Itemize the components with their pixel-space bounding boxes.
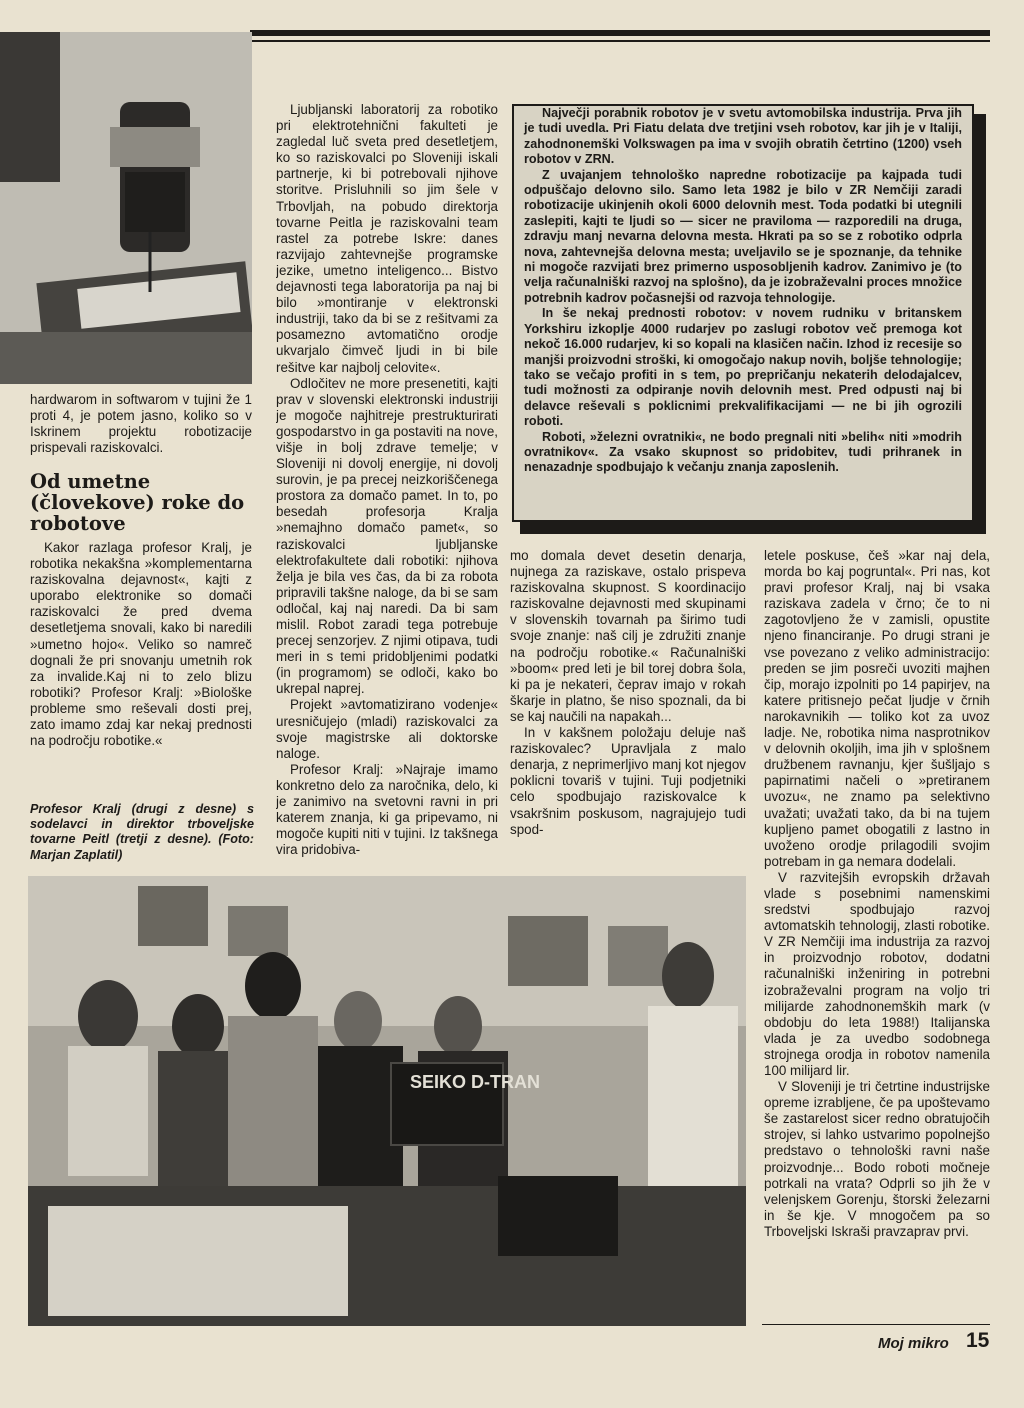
col2-text xyxy=(276,102,498,866)
col2-para-1: Ljubljanski laboratorij za robotiko pri elektrotehnični fakulteti je zagledal luč sveta pred desetletjem, ko so raziskovalci po Sloveniji iskali partnerje, ki bi potrebovali njihove storitve. Prisluhnili so jim šele v Trbovljah, na pobudo direktorja tovarne Peitla je raziskovalni team rastel za potrebe Iskre: danes razvijajo zahtevnejše programske jezike, umetno inteligenco... Bistvo dejavnosti tega laboratorija pa naj bi bilo »montiranje v elektronski industriji, tako da bi se z rešitvami za posamezno avtomatično orodje ukvarjalo čimveč ljudi in bi bile rešitve kar najbolj celovite«. xyxy=(276,102,498,375)
section-heading: Od umetne (človekove) roke do robotove xyxy=(30,470,245,535)
seiko-label: SEIKO D-TRAN xyxy=(410,1072,540,1092)
col3-para-1: mo domala devet desetin denarja, nujnega za raziskave, ostalo prispeva raziskovalna skupnost. S koordinacijo raziskovalne dejavnosti med skupinami v slovenskih tovarnah pa širimo tudi svoje znanje: naš cilj je združiti znanje na področju robotike.« Računalniški »boom« pred leti je bil torej dobra šola, ki pa je nekateri, čeprav imajo v rokah škarje in platno, še niso spoznali, da bi se kaj naučili na napakah... xyxy=(510,548,746,724)
top-rule xyxy=(250,30,990,36)
robot-photo xyxy=(0,32,252,384)
lab-scene-icon xyxy=(28,876,746,1326)
col4-para-1: letele poskuse, češ »kar naj dela, morda bo kaj pogruntal«. Pri nas, kot pravi profesor Kralj, naj bi vsaka raziskava zadela v črno; če to ni zagotovljeno že v zamisli, opustite njeno financiranje. Po drugi strani je vse povezano z veliko administracijo: preden se jim posreči uvoziti majhen čip, morajo izpolniti po 14 papirjev, na katere pritisnejo pečat ljudje v črnih narokavnikih — toliko kot za uvoz ladje. Ne, robotika nima nasprotnikov v delovnih okoljih, ima jih v splošnem družbenem ravnanju, kjer šušljajo s papirnatimi načeli o »pretiranem uvozu«, ne znamo pa selektivno uvažati; uvažati tako, da bi na tujem kupljeno pamet obogatili z lastno in uvoženo orodje prilagodili svojim potrebam in ga nemara dodelali. xyxy=(764,548,990,869)
box-para-3: In še nekaj prednosti robotov: v novem rudniku v britanskem Yorkshiru izkoplje 4000 rudarjev po zaslugi robotov več premoga kot nekoč 16.000 rudarjev, ki so kopali na klasičen način. Izhod iz recesije so manjši proizvodni stroški, ki omogočajo nakup novih, boljše tehnologije; tako se večajo profiti in s tem, po prepričanju nekaterih delodajalcev, tudi možnosti za odpiranje novih delovnih mest. Pred odpusti naj bi delavce reševali s poklicnimi prekvalifikacijami — ne bi jih ogrozili roboti. xyxy=(524,306,962,429)
col1-para-2: Kakor razlaga profesor Kralj, je robotika nekakšna »komplementarna raziskovalna dejavnost«, kajti z uporabo elektronike so domači raziskovalci že pred dvema desetletjema snovali, kako bi naredili »umetno hojo«. Veliko so namreč dognali že pri snovanju umetnih rok za invalide.Kaj ni to zelo blizu robotiki? Profesor Kralj: »Biološke probleme smo reševali dosti prej, zato imamo zdaj kar nekaj prednosti na področju robotike.« xyxy=(30,540,252,749)
page-number: 15 xyxy=(966,1329,990,1352)
col4-para-2: V razvitejših evropskih državah vlade s posebnimi namenskimi sredstvi spodbujajo razvoj avtomatskih tehnologij, zlasti robotike. V ZR Nemčiji ima industrija za razvoj in proizvodnjo robotov, dodatni računalniški inženiring in potrebni izobraževalni program na voljo tri milijarde zahodnonemških mark (v obdobju do leta 1988!) Italijanska vlada je za uvedbo sodobnega strojnega orodja in robotov namenila 100 milijard lir. xyxy=(764,869,990,1078)
col2-para-2: Odločitev ne more presenetiti, kajti prav v slovenski elektronski industriji je mogoče najhitreje prestrukturirati gospodarstvo in ga postaviti na nove, višje in bolj zdrave temelje; v Sloveniji ni dovolj energije, ni dovolj surovin, je pa precej neizkoriščenega prostora za domačo pamet. In to, po besedah profesorja Kralja »nemajhno domačo pamet«, so raziskovalci ljubljanske elektrofakultete dali robotiki: njihova želja je bila ves čas, da bi za robota pripravili takšne naloge, da bi se sam odločal, kaj naj naredi. Da bi sam mislil. Robot zaradi tega potrebuje precej senzorjev. Z njimi otipava, tudi meri in s temi pridobljenimi podatki (in programom) se odloči, kako bo ukrepal naprej. xyxy=(276,375,498,697)
box-para-1: Največji porabnik robotov je v svetu avtomobilska industrija. Prva jih je tudi uvedla. Pri Fiatu delata dve tretjini vseh robotov, kar jih je v Italiji, zahodnonemški Volkswagen pa ima v svojih obratih četrtino (1200) vseh robotov v ZRN. xyxy=(524,106,962,167)
col1-para-1: hardwarom in softwarom v tujini že 1 proti 4, je potem jasno, koliko so v Iskrinem projektu robotizacije prispevali raziskovalci. xyxy=(30,392,252,456)
top-rule-thin xyxy=(250,40,990,42)
col3-para-2: In v kakšnem položaju deluje naš raziskovalec? Upravljala z malo denarja, z neprimerljivo manj kot njegov poklicni tovariš v tujini. Tuji podjetniki celo spodbujajo raziskovalce k vsakršnim poskusom, nagrajujejo tudi spod- xyxy=(510,725,746,837)
robot-illustration-icon xyxy=(0,32,252,384)
col2-para-3: Projekt »avtomatizirano vodenje« uresničujejo (mladi) raziskovalci za svoje magistrske ali doktorske naloge. xyxy=(276,697,498,761)
magazine-name: Moj mikro xyxy=(878,1335,949,1352)
box-para-4: Roboti, »železni ovratniki«, ne bodo pregnali niti »belih« niti »modrih ovratnikov«. Za vsako skupnost so pridobitev, tudi prihranek in nenazadnje spodbujajo k večanju znanja zaposlenih. xyxy=(524,429,962,475)
sidebar-box xyxy=(512,104,974,522)
col1-text xyxy=(30,392,252,456)
box-para-2: Z uvajanjem tehnološko napredne robotizacije pa kajpada tudi odpuščajo delovno silo. Samo leta 1982 je bilo v ZR Nemčiji zaradi robotizacije ukinjenih okoli 6000 delovnih mest. Toda podatki bi utegnili zaslepiti, kajti te ljudi so — sicer ne praviloma — razporedili na druga, zdravju manj nevarna delovna mesta. Hkrati pa so se z robotiko odprla nova, zahtevnejša delovna mesta; uveljavilo se je spoznanje, da tehnike ni mogoče razvijati brez primerno usposobljenih kadrov. Zanimivo je (to velja računalniški razvoj na splošno), da je izobraževalni proces množice potrebnih kadrov počasnejši od razvoja tehnologije. xyxy=(524,167,962,305)
col3-text xyxy=(510,548,746,864)
lab-group-photo xyxy=(28,876,746,1326)
col4-text xyxy=(764,548,990,1318)
col4-para-3: V Sloveniji je tri četrtine industrijske opreme izrabljene, če pa upoštevamo še zastarelost sicer redno obratujočih strojev, si lahko ustvarimo popolnejšo predstavo o tehnološki ravni naše proizvodnje... Bodo roboti močneje potrkali na vrata? Odprli so jih že v velenjskem Gorenju, štorski železarni in še kje. V mnogočem pa so Trboveljski Iskraši pravzaprav prvi. xyxy=(764,1079,990,1239)
col1-body xyxy=(30,540,252,758)
photo-caption: Profesor Kralj (drugi z desne) s sodelavci in direktor trboveljske tovarne Peitl (tretji z desne). (Foto: Marjan Zaplatil) xyxy=(30,802,254,862)
footer-rule xyxy=(762,1324,990,1325)
col2-para-4: Profesor Kralj: »Najraje imamo konkretno delo za naročnika, delo, ki je zanimivo na svetovni ravni in pri katerem znanja, ki ga pripevamo, ni mogoče kupiti niti v tujini. Iz takšnega vira pridobiva- xyxy=(276,761,498,858)
